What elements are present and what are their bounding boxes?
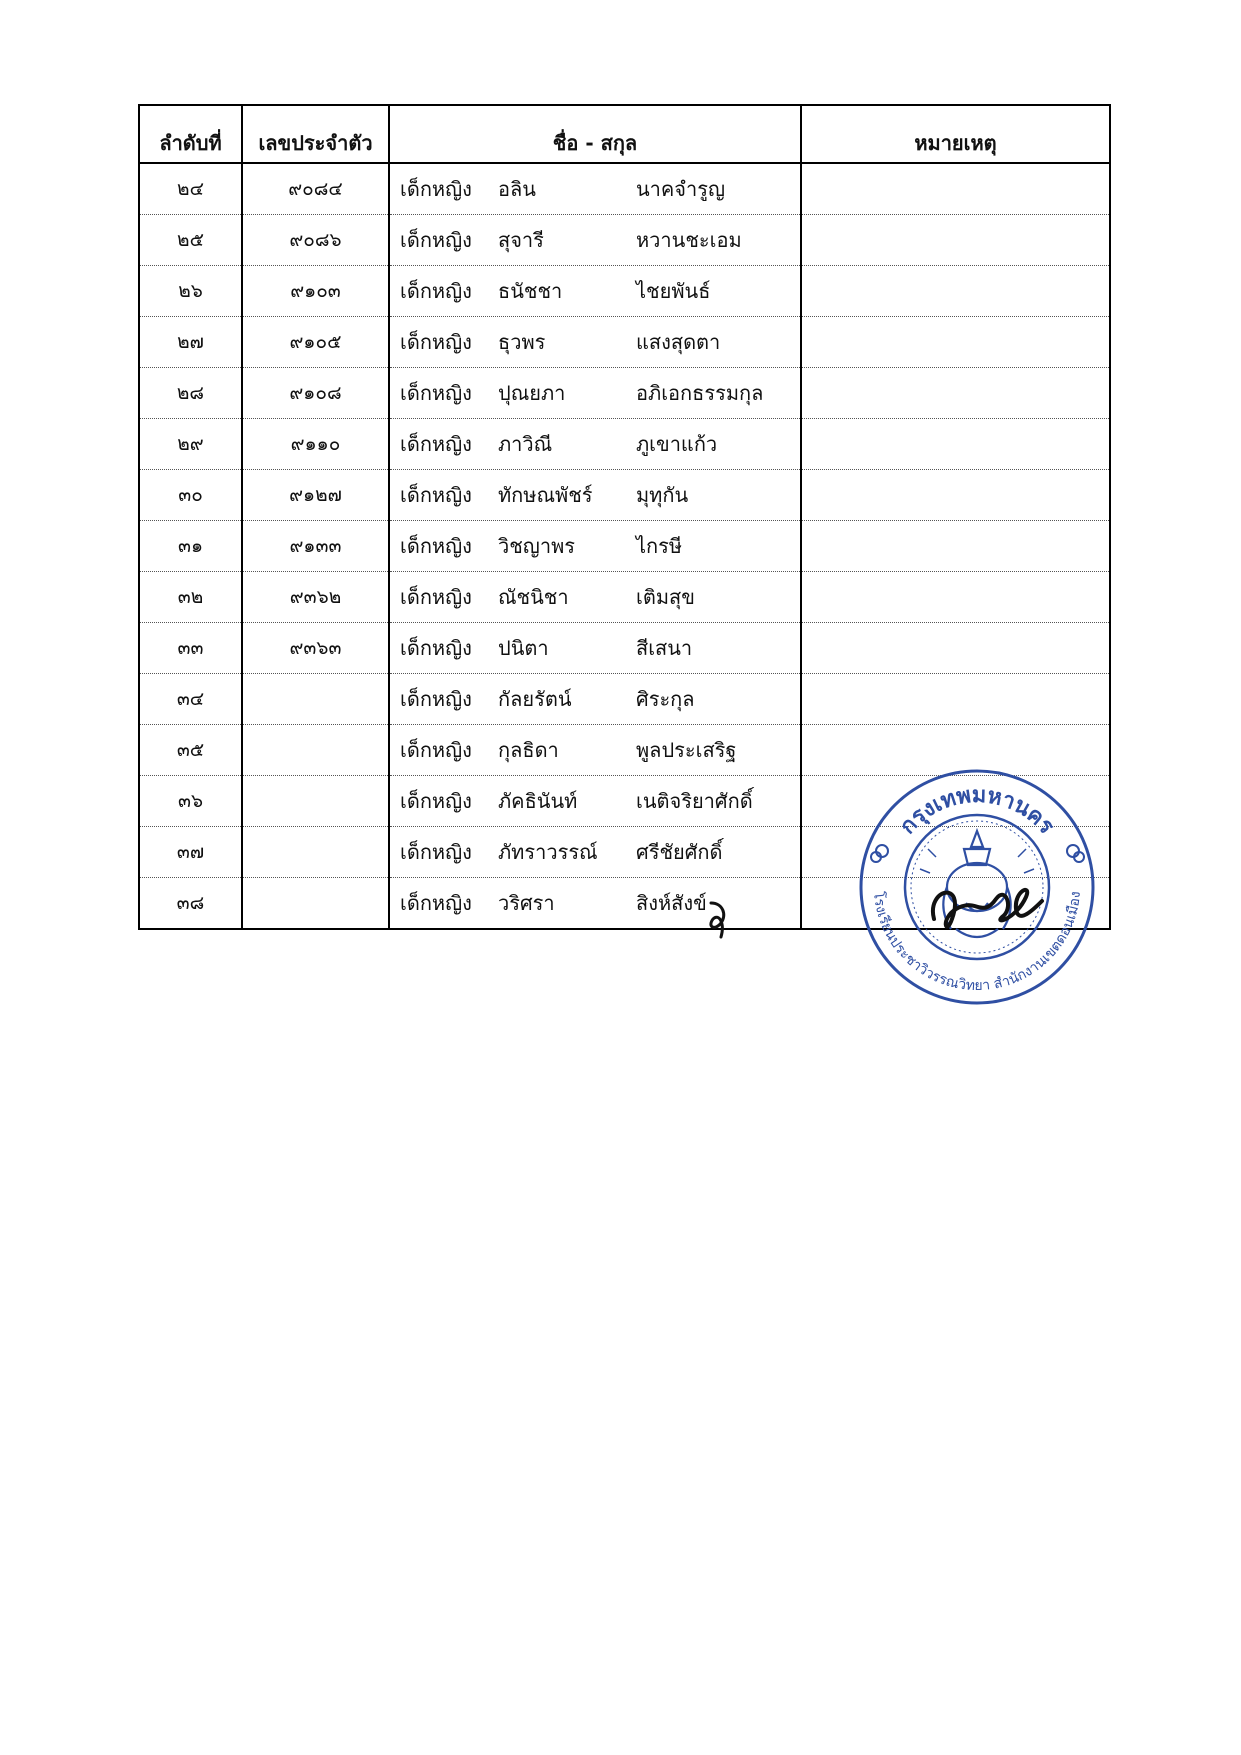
- name-prefix: เด็กหญิง: [400, 432, 472, 456]
- name-prefix: เด็กหญิง: [400, 330, 472, 354]
- remark-cell: [801, 317, 1110, 368]
- remark-cell: [801, 623, 1110, 674]
- row-number: ๓๗: [139, 827, 242, 878]
- student-name-cell: [389, 674, 801, 725]
- student-name-cell: [389, 215, 801, 266]
- name-prefix: เด็กหญิง: [400, 738, 472, 762]
- student-id: [242, 674, 389, 725]
- table-row: [139, 470, 1110, 521]
- row-number: ๒๗: [139, 317, 242, 368]
- remark-cell: [801, 419, 1110, 470]
- remark-cell: [801, 215, 1110, 266]
- first-name: ภัคธินันท์: [498, 789, 578, 813]
- remark-cell: [801, 368, 1110, 419]
- name-prefix: เด็กหญิง: [400, 687, 472, 711]
- student-id: ๙๐๘๖: [242, 215, 389, 266]
- table-row: [139, 623, 1110, 674]
- name-prefix: เด็กหญิง: [400, 789, 472, 813]
- table-header: [139, 105, 1110, 163]
- student-id: ๙๑๓๓: [242, 521, 389, 572]
- first-name: อลิน: [498, 177, 536, 201]
- column-header-name: ชื่อ - สกุล: [389, 105, 801, 163]
- last-name: มุทุกัน: [636, 483, 689, 507]
- row-number: ๒๙: [139, 419, 242, 470]
- name-prefix: เด็กหญิง: [400, 891, 472, 915]
- student-name-cell: [389, 827, 801, 878]
- handwritten-signature-mark: [703, 893, 743, 943]
- row-number: ๒๘: [139, 368, 242, 419]
- name-prefix: เด็กหญิง: [400, 840, 472, 864]
- student-name-cell: [389, 572, 801, 623]
- table-row: [139, 368, 1110, 419]
- remark-cell: [801, 266, 1110, 317]
- remark-cell: [801, 163, 1110, 215]
- last-name: ศรีชัยศักดิ์: [636, 840, 723, 864]
- row-number: ๓๓: [139, 623, 242, 674]
- student-name-cell: [389, 368, 801, 419]
- last-name: สีเสนา: [636, 636, 693, 660]
- row-number: ๒๖: [139, 266, 242, 317]
- student-id: [242, 725, 389, 776]
- last-name: ไกรษี: [636, 534, 683, 558]
- name-prefix: เด็กหญิง: [400, 279, 472, 303]
- student-id: [242, 878, 389, 930]
- last-name: แสงสุดตา: [636, 330, 721, 354]
- last-name: อภิเอกธรรมกุล: [636, 381, 764, 405]
- student-name-cell: [389, 317, 801, 368]
- remark-cell: [801, 572, 1110, 623]
- table-row: [139, 163, 1110, 215]
- student-name-cell: [389, 470, 801, 521]
- row-number: ๓๒: [139, 572, 242, 623]
- last-name: ไชยพันธ์: [636, 279, 711, 303]
- name-prefix: เด็กหญิง: [400, 177, 472, 201]
- student-id: ๙๑๐๘: [242, 368, 389, 419]
- remark-cell: [801, 674, 1110, 725]
- name-prefix: เด็กหญิง: [400, 483, 472, 507]
- school-seal-stamp: [856, 769, 1098, 1005]
- student-id: ๙๑๐๕: [242, 317, 389, 368]
- student-name-cell: [389, 419, 801, 470]
- row-number: ๓๑: [139, 521, 242, 572]
- last-name: เนติจริยาศักดิ์: [636, 789, 753, 813]
- first-name: กัลยรัตน์: [498, 687, 572, 711]
- row-number: ๓๖: [139, 776, 242, 827]
- table-row: [139, 725, 1110, 776]
- student-id: [242, 827, 389, 878]
- student-id: ๙๐๘๔: [242, 163, 389, 215]
- header-row: [139, 105, 1110, 163]
- student-name-cell: [389, 521, 801, 572]
- last-name: ศิระกุล: [636, 687, 695, 711]
- remark-cell: [801, 470, 1110, 521]
- table-row: [139, 266, 1110, 317]
- last-name: พูลประเสริฐ: [636, 738, 737, 762]
- row-number: ๒๕: [139, 215, 242, 266]
- student-name-cell: [389, 725, 801, 776]
- seal-bottom-text: โรงเรียนประชาวิวรรณวิทยา สำนักงานเขตดอนเมือง: [870, 890, 1084, 995]
- student-id: ๙๓๖๓: [242, 623, 389, 674]
- table-row: [139, 419, 1110, 470]
- last-name: หวานชะเอม: [636, 228, 742, 252]
- first-name: ธนัชชา: [498, 279, 563, 303]
- first-name: ปนิตา: [498, 636, 549, 660]
- remark-cell: [801, 725, 1110, 776]
- student-id: ๙๑๐๓: [242, 266, 389, 317]
- student-name-cell: [389, 163, 801, 215]
- name-prefix: เด็กหญิง: [400, 636, 472, 660]
- row-number: ๓๔: [139, 674, 242, 725]
- table-row: [139, 215, 1110, 266]
- last-name: เติมสุข: [636, 585, 695, 609]
- row-number: ๒๔: [139, 163, 242, 215]
- student-id: ๙๑๒๗: [242, 470, 389, 521]
- first-name: วริศรา: [498, 891, 555, 915]
- column-header-remark: หมายเหตุ: [801, 105, 1110, 163]
- seal-top-text: กรุงเทพมหานคร: [895, 782, 1059, 840]
- first-name: ภัทราวรรณ์: [498, 840, 598, 864]
- first-name: ณัชนิชา: [498, 585, 569, 609]
- last-name: ภูเขาแก้ว: [636, 432, 718, 456]
- table-row: [139, 674, 1110, 725]
- first-name: ธุวพร: [498, 330, 546, 354]
- row-number: ๓๕: [139, 725, 242, 776]
- column-header-number: ลำดับที่: [139, 105, 242, 163]
- first-name: ปุณยภา: [498, 381, 566, 405]
- first-name: สุจารี: [498, 228, 544, 252]
- name-prefix: เด็กหญิง: [400, 534, 472, 558]
- name-prefix: เด็กหญิง: [400, 228, 472, 252]
- first-name: กุลธิดา: [498, 738, 559, 762]
- row-number: ๓๐: [139, 470, 242, 521]
- first-name: ภาวิณี: [498, 432, 553, 456]
- table-row: [139, 521, 1110, 572]
- student-id: [242, 776, 389, 827]
- table-row: [139, 572, 1110, 623]
- remark-cell: [801, 521, 1110, 572]
- last-name: สิงห์สังข์: [636, 891, 707, 915]
- name-prefix: เด็กหญิง: [400, 585, 472, 609]
- student-name-cell: [389, 266, 801, 317]
- last-name: นาคจำรูญ: [636, 177, 726, 201]
- student-id: ๙๑๑๐: [242, 419, 389, 470]
- first-name: วิชญาพร: [498, 534, 576, 558]
- student-name-cell: [389, 776, 801, 827]
- table-row: [139, 317, 1110, 368]
- name-prefix: เด็กหญิง: [400, 381, 472, 405]
- column-header-student-id: เลขประจำตัว: [242, 105, 389, 163]
- student-name-cell: [389, 623, 801, 674]
- student-id: ๙๓๖๒: [242, 572, 389, 623]
- row-number: ๓๘: [139, 878, 242, 930]
- first-name: ทักษณพัชร์: [498, 483, 593, 507]
